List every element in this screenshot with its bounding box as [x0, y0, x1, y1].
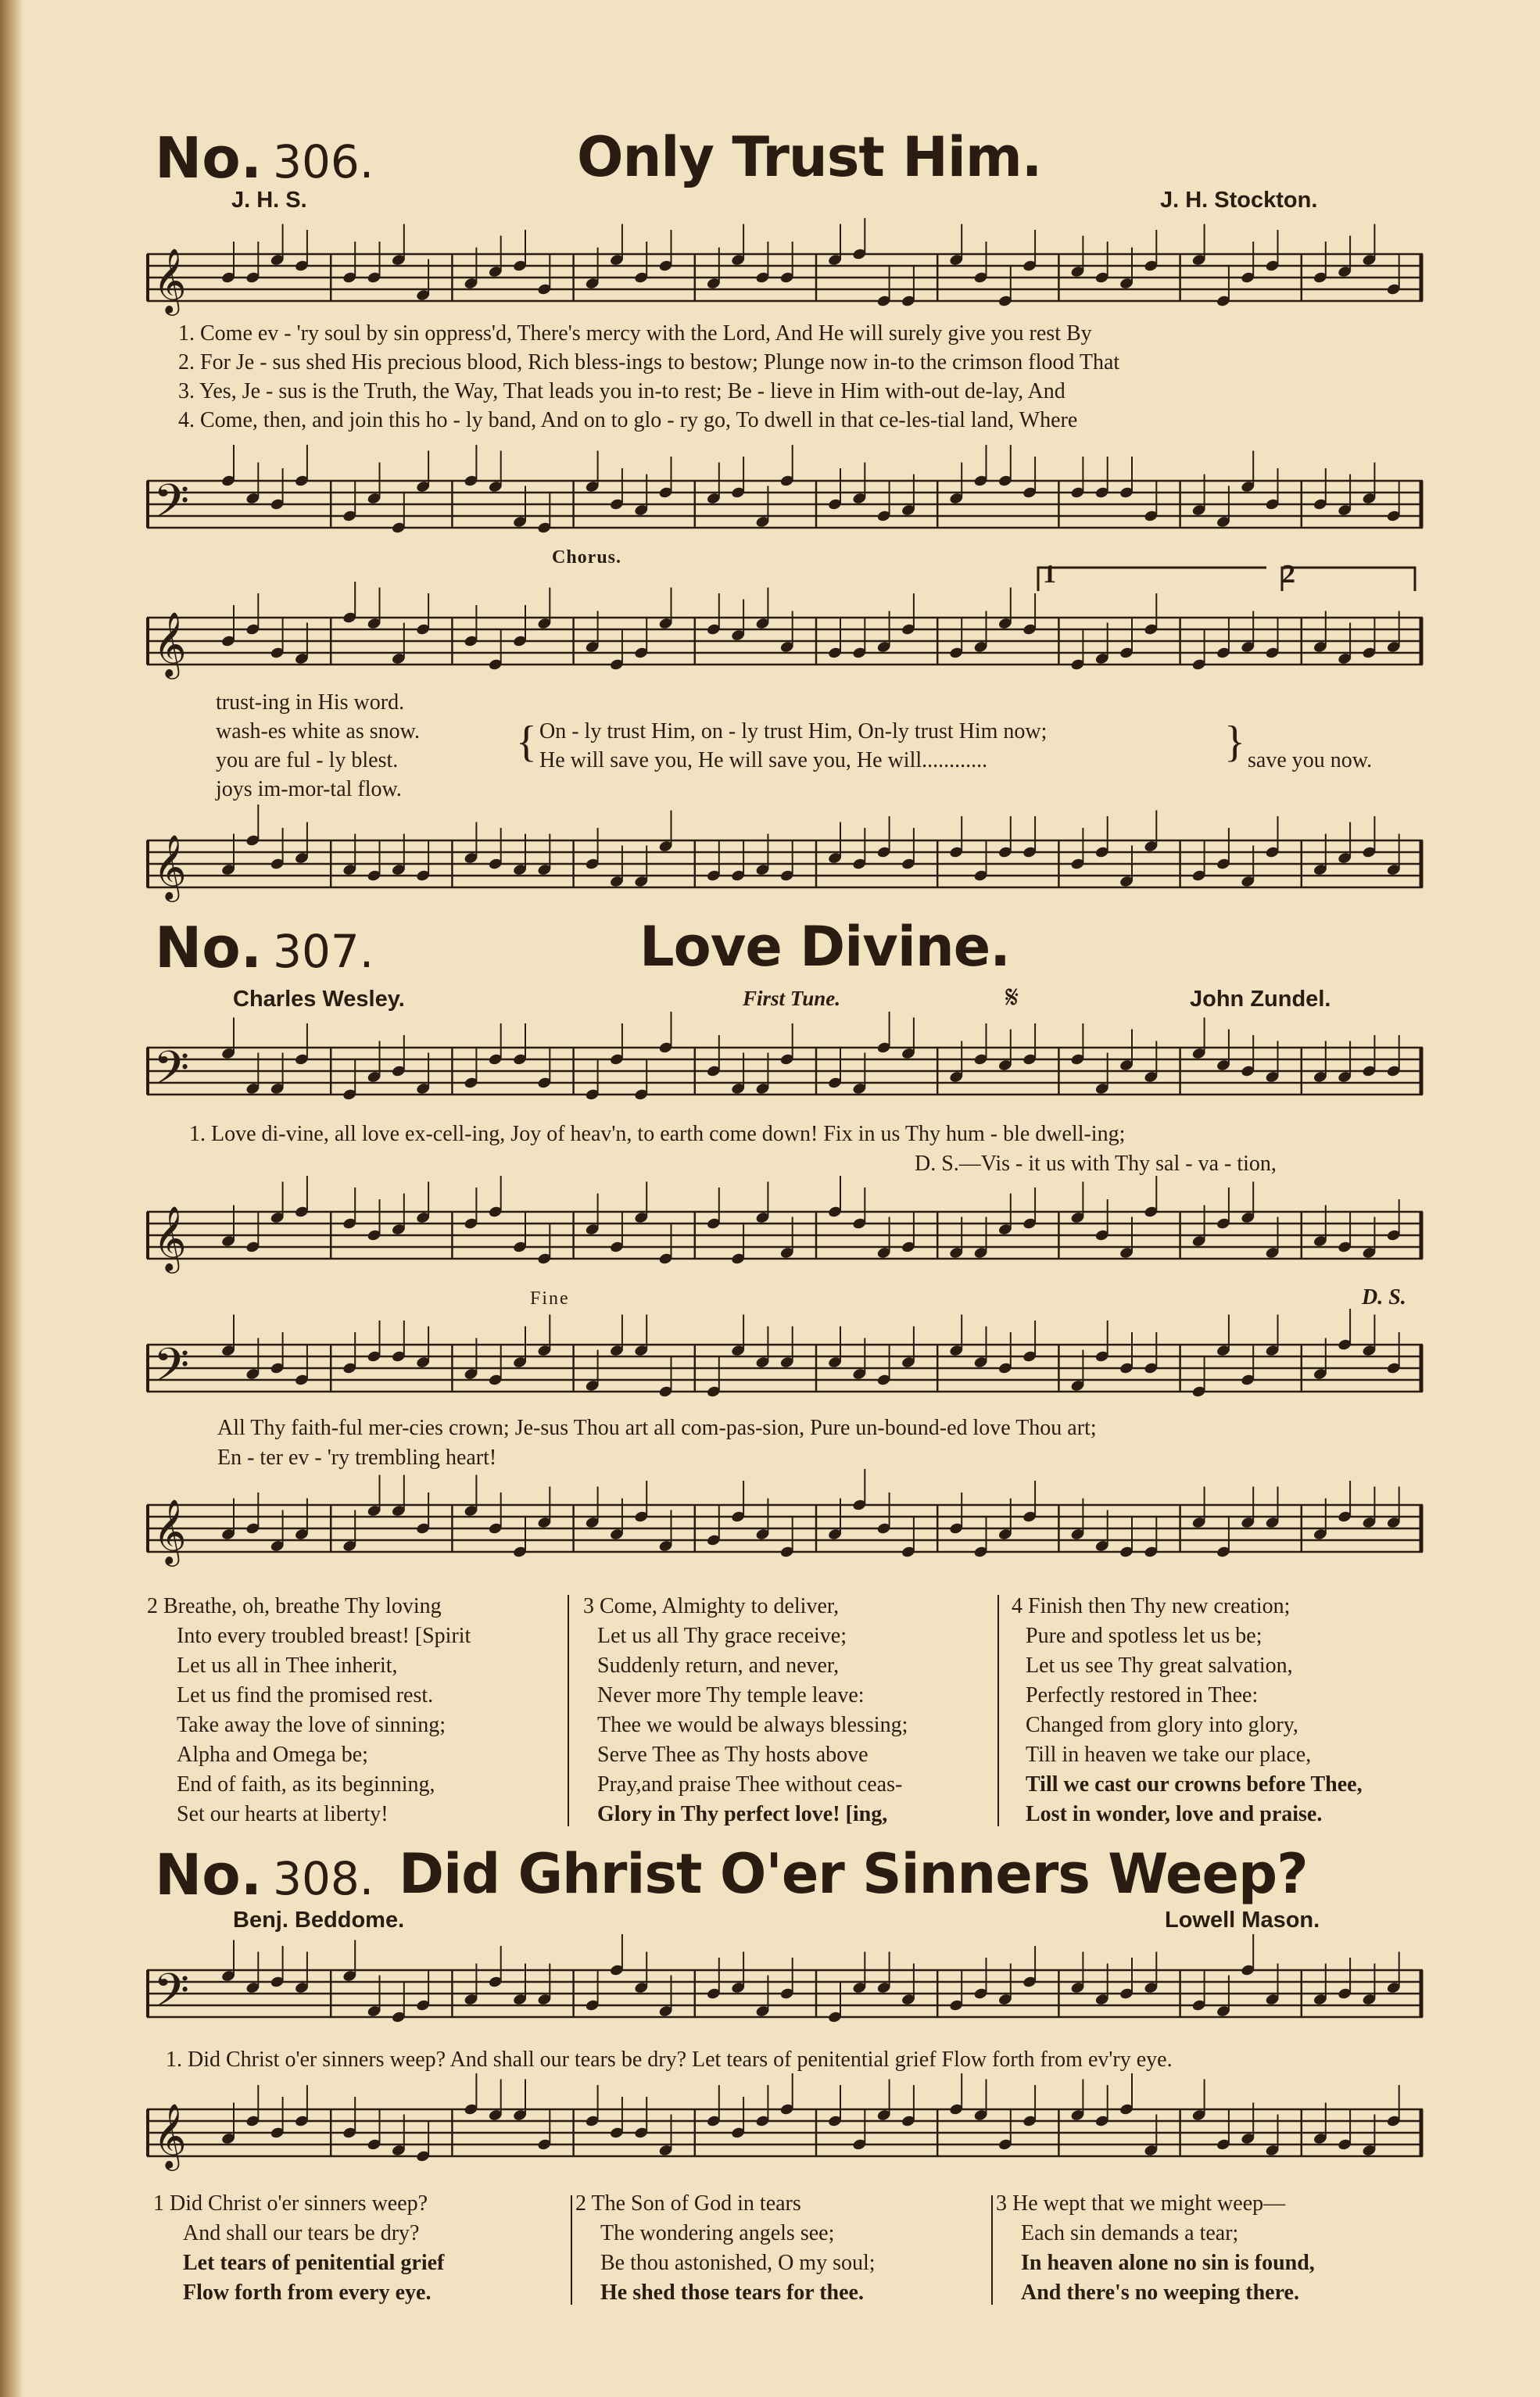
hymn-306-chorus-line-2: He will save you, He will save you, He will............ — [539, 748, 988, 772]
hymn-307-stanza-3: 3 Come, Almighty to deliver, Let us all Thy grace receive; Suddenly return, and never, Never more Thy temple leave: Thee we would be always blessing; Serve Thee as Thy hosts above Pray,and praise Thee without ceas- Glory in Thy perfect love! [ing, — [583, 1594, 908, 1826]
hymn-307-tune-note: First Tune. — [743, 987, 841, 1010]
stanza-divider — [571, 2195, 572, 2305]
hymn-306-title: Only Trust Him. — [577, 125, 1042, 189]
hymn-308-number: No. 308. — [155, 1842, 374, 1908]
hymn-306-verse-ending-4: joys im-mor-tal flow. — [216, 777, 402, 801]
svg-text:𝄞: 𝄞 — [153, 1498, 187, 1564]
svg-text:𝄢: 𝄢 — [153, 1963, 190, 2029]
hymn-307-composer: John Zundel. — [1190, 987, 1331, 1012]
hymn-308-stanza-2: 2 The Son of God in tears The wondering angels see; Be thou astonished, O my soul; He shed those tears for thee. — [575, 2191, 876, 2305]
book-spine-shadow — [0, 0, 23, 2397]
stanza-divider — [991, 2195, 993, 2305]
hymn-306-verse-1: 1. Come ev - 'ry soul by sin oppress'd, There's mercy with the Lord, And He will surely give you rest By — [178, 321, 1092, 346]
hymn-306-number: No. 306. — [155, 125, 374, 191]
hymn-308-stanza-1: 1 Did Christ o'er sinners weep? And shall our tears be dry? Let tears of penitential grief Flow forth from every eye. — [153, 2191, 445, 2305]
svg-text:𝄢: 𝄢 — [153, 1338, 190, 1403]
hymn-307-treble-staff-2 — [147, 1321, 1423, 1415]
hymn-306-composer: J. H. Stockton. — [1160, 188, 1318, 213]
hymn-306-verse-ending-2: wash-es white as snow. — [216, 719, 421, 743]
hymn-308-stanza-3: 3 He wept that we might weep— Each sin demands a tear; In heaven alone no sin is found, And there's no weeping there. — [996, 2191, 1315, 2305]
stanza-divider — [568, 1595, 569, 1826]
hymn-307-stanza-2: 2 Breathe, oh, breathe Thy loving Into every troubled breast! [Spirit Let us all in Thee inherit, Let us find the promised rest. Take away the love of sinning; Alpha and Omega be; End of faith, as its beginning, Set our hearts at liberty! — [147, 1594, 471, 1826]
chorus-brace-left: { — [516, 718, 537, 766]
hymn-307-treble-staff-1 — [147, 1024, 1423, 1118]
hymn-306-bass-staff-2 — [147, 817, 1423, 911]
volta-brackets — [1032, 561, 1423, 593]
hymn-306-verse-4: 4. Come, then, and join this ho - ly band, And on to glo - ry go, To dwell in that ce-les-tial land, Where — [178, 408, 1078, 432]
hymn-307-verse-1b: All Thy faith-ful mer-cies crown; Je-sus Thou art all com-pas-sion, Pure un-bound-ed love Thou art; — [217, 1416, 1097, 1440]
hymn-306-ending-2: 2 — [1282, 560, 1295, 589]
svg-text:𝄞: 𝄞 — [153, 833, 187, 899]
hymn-306-ending-1: 1 — [1043, 560, 1056, 589]
hymn-306-author: J. H. S. — [231, 188, 307, 213]
hymn-308-verse-1: 1. Did Christ o'er sinners weep? And shall our tears be dry? Let tears of penitential grief Flow forth from ev'ry eye. — [166, 2048, 1173, 2072]
hymn-307-ds-line: D. S.—Vis - it us with Thy sal - va - tion, — [915, 1152, 1277, 1176]
hymn-308-title: Did Ghrist O'er Sinners Weep? — [399, 1842, 1308, 1906]
hymn-308-bass-staff — [147, 2086, 1423, 2180]
hymn-306-bass-staff-1 — [147, 457, 1423, 551]
hymn-306-treble-staff-1 — [147, 231, 1423, 324]
hymn-307-ds-line-b: En - ter ev - 'ry trembling heart! — [217, 1446, 497, 1470]
hymn-307-stanza-4: 4 Finish then Thy new creation; Pure and spotless let us be; Let us see Thy great salvation, Perfectly restored in Thee: Changed from glory into glory, Till in heaven we take our place, Till we cast our crowns before Thee, Lost in wonder, love and praise. — [1012, 1594, 1363, 1826]
chorus-brace-right: } — [1224, 718, 1245, 766]
hymn-306-verse-ending-3: you are ful - ly blest. — [216, 748, 399, 772]
hymn-306-chorus-end: save you now. — [1248, 748, 1373, 772]
hymn-307-bass-staff-1 — [147, 1188, 1423, 1282]
stanza-divider — [997, 1595, 999, 1826]
hymn-306-verse-ending-1: trust-ing in His word. — [216, 690, 405, 715]
hymn-307-ds-label: D. S. — [1362, 1285, 1406, 1310]
hymn-308-treble-staff — [147, 1947, 1423, 2040]
hymn-307-fine-label: Fine — [530, 1288, 570, 1309]
hymn-306-treble-staff-2 — [147, 594, 1423, 688]
segno-icon: 𝄋 — [1005, 980, 1019, 1015]
hymn-306-chorus-label: Chorus. — [552, 547, 622, 568]
hymn-307-number: No. 307. — [155, 915, 374, 980]
svg-text:𝄞: 𝄞 — [153, 1205, 187, 1270]
svg-text:𝄞: 𝄞 — [153, 247, 187, 313]
hymn-307-author: Charles Wesley. — [233, 987, 405, 1012]
hymn-307-verse-1: 1. Love di-vine, all love ex-cell-ing, Joy of heav'n, to earth come down! Fix in us Thy hum - ble dwell-ing; — [189, 1122, 1126, 1146]
hymn-307-bass-staff-2 — [147, 1482, 1423, 1575]
svg-text:𝄢: 𝄢 — [153, 1041, 190, 1106]
hymn-306-verse-2: 2. For Je - sus shed His precious blood, Rich bless-ings to bestow; Plunge now in-to the crimson flood That — [178, 350, 1120, 374]
hymn-308-composer: Lowell Mason. — [1165, 1908, 1320, 1933]
hymn-308-author: Benj. Beddome. — [233, 1908, 405, 1933]
hymn-306-chorus-line-1: On - ly trust Him, on - ly trust Him, On-ly trust Him now; — [539, 719, 1048, 743]
hymn-307-title: Love Divine. — [639, 915, 1010, 979]
svg-text:𝄢: 𝄢 — [153, 474, 190, 539]
svg-text:𝄞: 𝄞 — [153, 2102, 187, 2168]
svg-text:𝄞: 𝄞 — [153, 611, 187, 676]
hymn-306-verse-3: 3. Yes, Je - sus is the Truth, the Way, That leads you in-to rest; Be - lieve in Him with-out de-lay, And — [178, 379, 1065, 403]
